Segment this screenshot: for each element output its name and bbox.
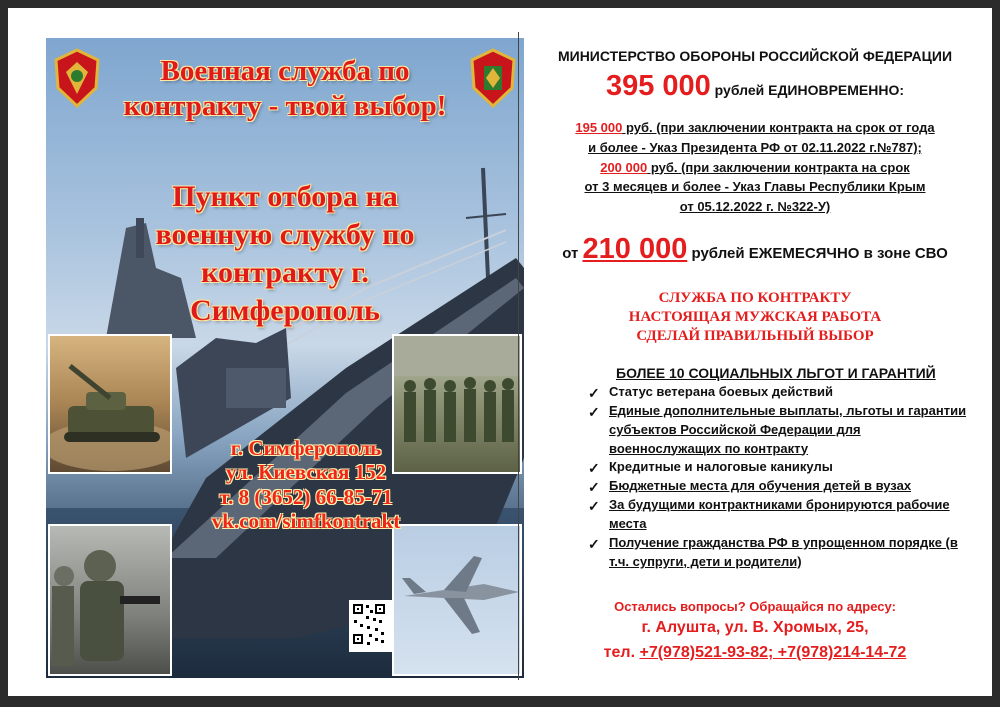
- poster-subheadline: Пункт отбора на военную службу по контракту г. Симферополь: [155, 180, 415, 328]
- benefit-text: Статус ветерана боевых действий: [609, 384, 833, 399]
- lump-sum-label: рублей ЕДИНОВРЕМЕННО:: [710, 82, 905, 98]
- phone-numbers[interactable]: +7(978)521-93-82; +7(978)214-14-72: [639, 644, 907, 661]
- monthly-amount: 210 000: [582, 233, 688, 265]
- benefit-text: За будущими контрактниками бронируются рабочие места: [609, 497, 950, 531]
- poster-phone: т. 8 (3652) 66-85-71: [219, 484, 393, 509]
- list-item: [585, 496, 975, 534]
- contact-phones-line: [532, 644, 978, 662]
- phone-prefix: тел.: [603, 644, 640, 661]
- qr-code-icon[interactable]: [349, 600, 393, 652]
- benefit-text: Кредитные и налоговые каникулы: [609, 459, 833, 475]
- list-item: [585, 458, 975, 477]
- benefit-text: Бюджетные места для обучения детей в вузах: [609, 478, 912, 494]
- bonus1-text-a: руб. (при заключении контракта на срок от года: [622, 120, 935, 135]
- poster-city: г. Симферополь: [230, 436, 382, 460]
- list-item: [585, 477, 975, 496]
- monthly-label: рублей ЕЖЕМЕСЯЧНО в зоне СВО: [687, 245, 948, 262]
- info-panel: [532, 38, 978, 678]
- poster-street: ул. Киевская 152: [225, 460, 387, 485]
- list-item: [585, 383, 975, 402]
- list-item: [585, 534, 975, 572]
- recruitment-poster: [46, 38, 524, 678]
- slogan-line-1: СЛУЖБА ПО КОНТРАКТУ: [658, 290, 852, 306]
- flyer-sheet: [8, 8, 992, 696]
- bonus1-amount: 195 000: [575, 120, 623, 135]
- checkmark-icon: ✓: [588, 460, 600, 477]
- bonus2-text-a: руб. (при заключении контракта на срок: [647, 159, 910, 175]
- ministry-title: МИНИСТЕРСТВО ОБОРОНЫ РОССИЙСКОЙ ФЕДЕРАЦИИ: [557, 48, 953, 64]
- slogan-line-2: НАСТОЯЩАЯ МУЖСКАЯ РАБОТА: [628, 308, 882, 325]
- benefit-text: Получение гражданства РФ в упрощенном порядке (в т.ч. супруги, дети и родители): [609, 534, 958, 569]
- contact-address: г. Алушта, ул. В. Хромых, 25,: [641, 619, 869, 636]
- checkmark-icon: ✓: [588, 403, 600, 420]
- fighter-jet-photo: [392, 524, 522, 676]
- list-item: [585, 402, 975, 459]
- bonus2-amount: 200 000: [600, 159, 648, 175]
- bonus-details: [532, 118, 978, 217]
- checkmark-icon: ✓: [588, 535, 600, 552]
- question-line: Остались вопросы? Обращайся по адресу:: [614, 599, 896, 614]
- bonus2-text-c: от 05.12.2022 г. №322-У): [679, 199, 831, 214]
- bonus1-text-b: и более - Указ Президента РФ от 02.11.2022 г.№787);: [588, 139, 922, 155]
- lump-sum-line: [532, 70, 978, 103]
- special-forces-photo: [48, 524, 172, 676]
- benefits-list: [585, 383, 975, 571]
- checkmark-icon: ✓: [588, 498, 600, 515]
- tank-photo: [48, 334, 172, 474]
- poster-contact-block: [156, 436, 456, 533]
- checkmark-icon: ✓: [588, 385, 600, 401]
- benefits-title: БОЛЕЕ 10 СОЦИАЛЬНЫХ ЛЬГОТ И ГАРАНТИЙ: [616, 365, 936, 381]
- benefit-text: Единые дополнительные выплаты, льготы и гарантии субъектов Российской Федерации для военнослужащих по контракту: [609, 402, 967, 456]
- monthly-prefix: от: [562, 245, 583, 262]
- poster-vk-link[interactable]: vk.com/simfkontrakt: [211, 509, 401, 534]
- checkmark-icon: ✓: [588, 479, 600, 496]
- monthly-pay-line: [532, 233, 978, 266]
- panel-divider: [518, 32, 519, 680]
- poster-headline: Военная служба по контракту - твой выбор!: [123, 55, 447, 122]
- slogan-block: [532, 289, 978, 345]
- slogan-line-3: СДЕЛАЙ ПРАВИЛЬНЫЙ ВЫБОР: [636, 327, 874, 344]
- bonus2-text-b: от 3 месяцев и более - Указ Главы Республики Крым: [584, 179, 926, 195]
- lump-sum-amount: 395 000: [605, 70, 711, 102]
